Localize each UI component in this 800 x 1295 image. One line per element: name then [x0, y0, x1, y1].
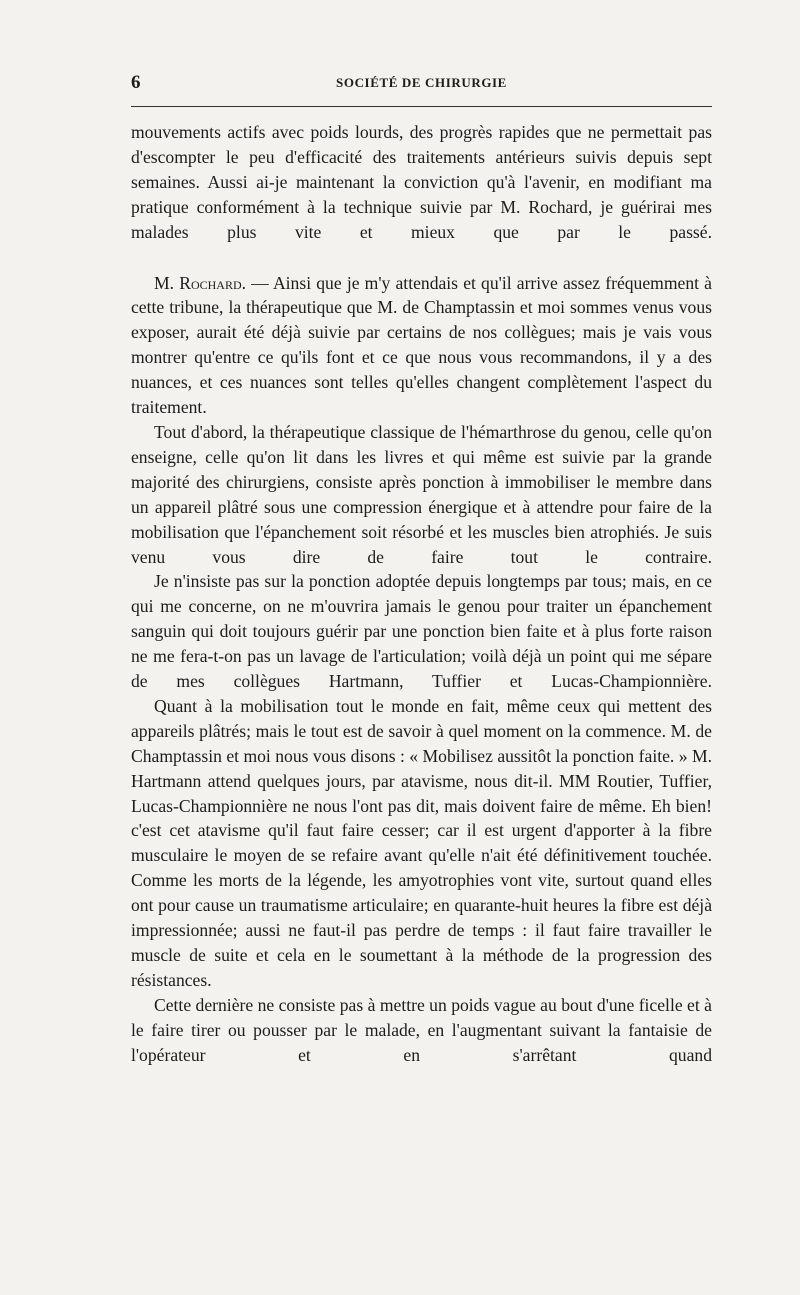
running-head: SOCIÉTÉ DE CHIRURGIE: [336, 75, 507, 90]
page-header: [131, 72, 712, 98]
paragraph-2: [131, 271, 712, 420]
paragraph-4: Je n'insiste pas sur la ponction adoptée depuis longtemps par tous; mais, en ce qui me concerne, on ne m'ouvrira jamais le genou pour traiter un épanchement sanguin qui doit toujours guérir par une ponction bien faite et à plus forte raison ne me fera-t-on pas un lavage de l'articulation; voilà déjà un point qui me sépare de mes collègues Hartmann, Tuffier et Lucas-Championnière.: [131, 571, 712, 692]
body-text: [131, 120, 712, 1068]
header-rule: [131, 106, 712, 107]
speaker-name: M. Rochard.: [154, 272, 247, 293]
paragraph-3: Tout d'abord, la thérapeutique classique de l'hémarthrose du genou, celle qu'on enseigne, celle qu'on lit dans les livres et qui même est suivie par la grande majorité des chirurgiens, consiste après ponction à immobiliser le membre dans un appareil plâtré sous une compression énergique et à attendre pour faire de la mobilisation que l'épanchement soit résorbé et les muscles bien atrophiés. Je suis venu vous dire de faire tout le contraire.: [131, 421, 712, 567]
page-number: 6: [131, 72, 141, 93]
paragraph-5: Quant à la mobilisation tout le monde en fait, même ceux qui mettent des appareils plâtrés; mais le tout est de savoir à quel moment on la commence. M. de Champtassin et moi nous vous disons : « Mobilisez aussitôt la ponction faite. » M. Hartmann attend quelques jours, par atavisme, nous dit-il. MM Routier, Tuffier, Lucas-Championnière ne nous l'ont pas dit, mais doivent faire de même. Eh bien! c'est cet atavisme qu'il faut faire cesser; car il est urgent d'apporter à la fibre musculaire le moyen de se refaire avant qu'elle n'ait été définitivement touchée. Comme les morts de la légende, les amyotrophies vont vite, surtout quand elles ont pour cause un traumatisme articulaire; en quarante-huit heures la fibre est déjà impressionnée; aussi ne faut-il pas perdre de temps : il faut faire travailler le muscle de suite et cela en le soumettant à la méthode de la progression des résistances.: [131, 695, 712, 990]
paragraph-6: Cette dernière ne consiste pas à mettre un poids vague au bout d'une ficelle et à le faire tirer ou pousser par le malade, en l'augmentant suivant la fantaisie de l'opérateur et en s'arrêtant quand: [131, 994, 712, 1065]
paragraph-1: mouvements actifs avec poids lourds, des progrès rapides que ne permettait pas d'escompter le peu d'efficacité des traitements antérieurs suivis depuis sept semaines. Aussi ai-je maintenant la conviction qu'à l'avenir, en modifiant ma pratique conformément à la technique suivie par M. Rochard, je guérirai mes malades plus vite et mieux que par le passé.: [131, 122, 712, 242]
paragraph-2-text: — Ainsi que je m'y attendais et qu'il arrive assez fréquemment à cette tribune, la thérapeutique que M. de Champtassin et moi sommes venus vous exposer, aurait été déjà suivie par certains de nos collègues; mais je vais vous montrer qu'entre ce qu'ils font et ce que nous vous recommandons, il y a des nuances, et ces nuances sont telles qu'elles changent complètement l'aspect du traitement.: [131, 272, 712, 418]
